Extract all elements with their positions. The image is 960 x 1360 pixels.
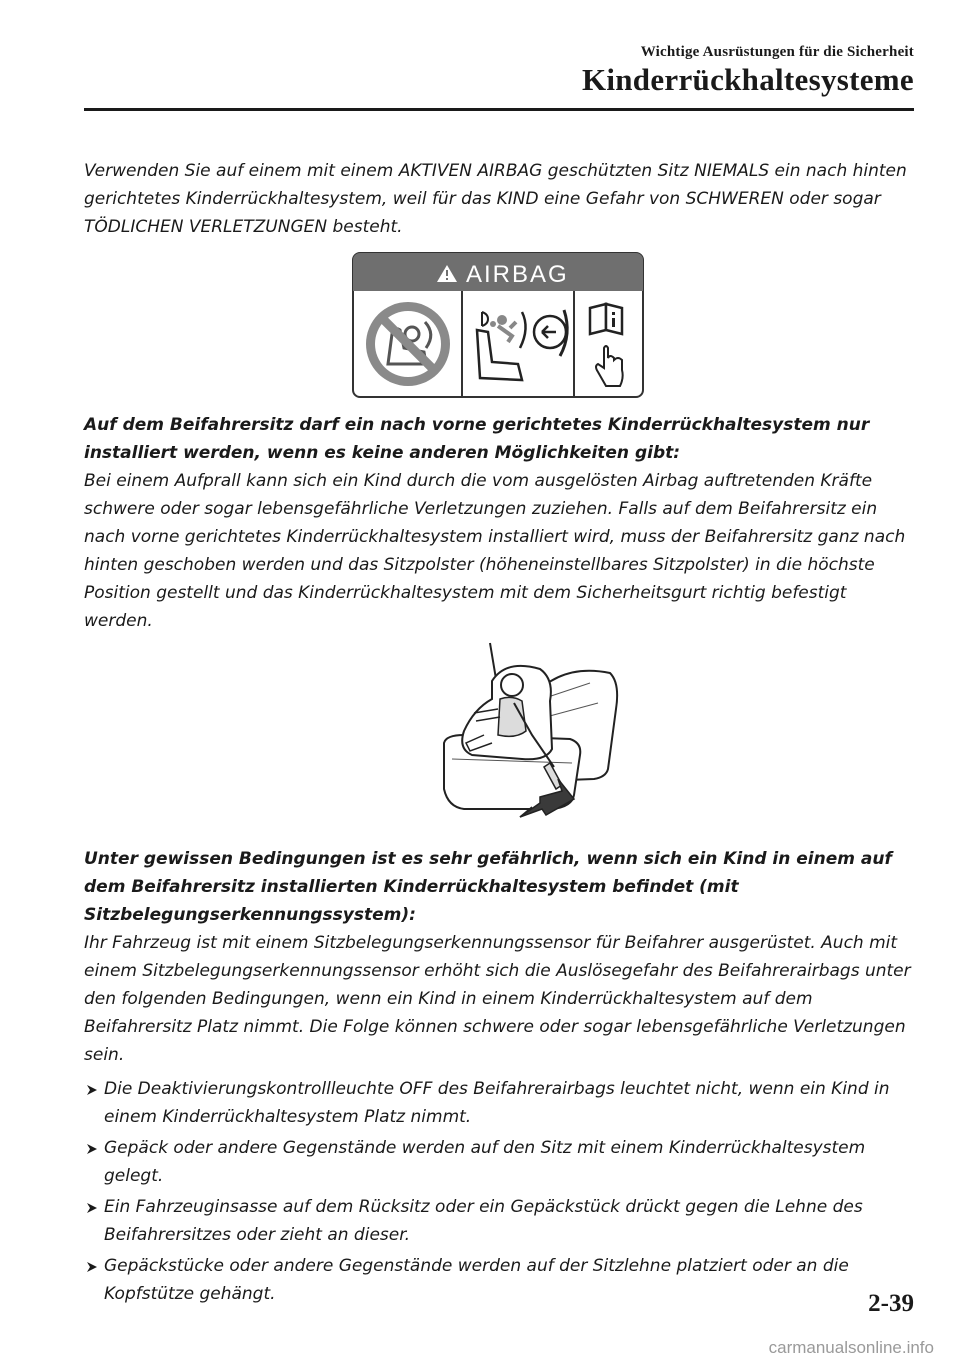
- header-rule: [84, 108, 914, 111]
- airbag-banner-text: AIRBAG: [466, 261, 569, 288]
- arrow-bullet-icon: [86, 1084, 98, 1096]
- arrow-bullet-icon: [86, 1261, 98, 1273]
- airbag-warning-label: [84, 241, 914, 411]
- arrow-bullet-icon: [86, 1202, 98, 1214]
- list-item-text: Ein Fahrzeuginsasse auf dem Rücksitz oder ein Gepäckstück drückt gegen die Lehne des Beifahrersitzes oder zieht an dieser.: [104, 1197, 863, 1245]
- section2-heading: Auf dem Beifahrersitz darf ein nach vorne gerichtetes Kinderrückhaltesystem nur installiert werden, wenn es keine anderen Möglichkeiten gibt:: [84, 415, 870, 463]
- page-content: [84, 157, 914, 1311]
- manual-book-icon: [590, 304, 622, 334]
- airbag-label-graphic: [352, 252, 644, 398]
- warning-intro-text: Verwenden Sie auf einem mit einem AKTIVEN AIRBAG geschützten Sitz NIEMALS ein nach hinten gerichtetes Kinderrückhaltesystem, weil für das KIND eine Gefahr von SCHWEREN oder sogar TÖDLICHEN VERLETZUNGEN besteht.: [84, 161, 907, 237]
- child-seat-on-passenger-seat-icon: [422, 639, 654, 819]
- page-number: 2-39: [868, 1290, 914, 1317]
- list-item: [84, 1075, 914, 1131]
- section-title: Wichtige Ausrüstungen für die Sicherheit: [640, 44, 914, 60]
- forward-facing-seat-illustration: [84, 635, 914, 845]
- condition-list: [84, 1075, 914, 1308]
- list-item: [84, 1134, 914, 1190]
- list-item-text: Gepäckstücke oder andere Gegenstände werden auf der Sitzlehne platziert oder an die Kopfstütze gehängt.: [104, 1256, 849, 1304]
- watermark-link[interactable]: carmanualsonline.info: [768, 1338, 934, 1357]
- list-item: [84, 1193, 914, 1249]
- section3-body: Ihr Fahrzeug ist mit einem Sitzbelegungserkennungssensor für Beifahrer ausgerüstet. Auch mit einem Sitzbelegungserkennungssensor erhöht sich die Auslösegefahr des Beifahrerairbags unter den folgenden Bedingungen, wenn ein Kind in einem Kinderrückhaltesystem auf dem Beifahrersitz Platz nimmt. Die Folge können schwere oder sogar lebensgefährliche Verletzungen sein.: [84, 933, 911, 1065]
- list-item: [84, 1252, 914, 1308]
- arrow-bullet-icon: [86, 1143, 98, 1155]
- list-item-text: Die Deaktivierungskontrollleuchte OFF des Beifahrerairbags leuchtet nicht, wenn ein Kind in einem Kinderrückhaltesystem Platz nimmt.: [104, 1079, 890, 1127]
- section2-body: Bei einem Aufprall kann sich ein Kind durch die vom ausgelösten Airbag auftretenden Kräfte schwere oder sogar lebensgefährliche Verletzungen zuziehen. Falls auf dem Beifahrersitz ein nach vorne gerichtetes Kinderrückhaltesystem installiert wird, muss der Beifahrersitz ganz nach hinten geschoben werden und das Sitzpolster (höheneinstellbares Sitzpolster) in die höchste Position gestellt und das Kinderrückhaltesystem mit dem Sicherheitsgurt richtig befestigt werden.: [84, 471, 906, 631]
- chapter-title: Kinderrückhaltesysteme: [581, 62, 914, 97]
- section3-heading: Unter gewissen Bedingungen ist es sehr gefährlich, wenn sich ein Kind in einem auf dem Beifahrersitz installierten Kinderrückhaltesystem befindet (mit Sitzbelegungserkennungssystem):: [84, 849, 892, 925]
- no-rear-facing-seat-icon: [366, 302, 450, 386]
- list-item-text: Gepäck oder andere Gegenstände werden auf den Sitz mit einem Kinderrückhaltesystem gelegt.: [104, 1138, 866, 1186]
